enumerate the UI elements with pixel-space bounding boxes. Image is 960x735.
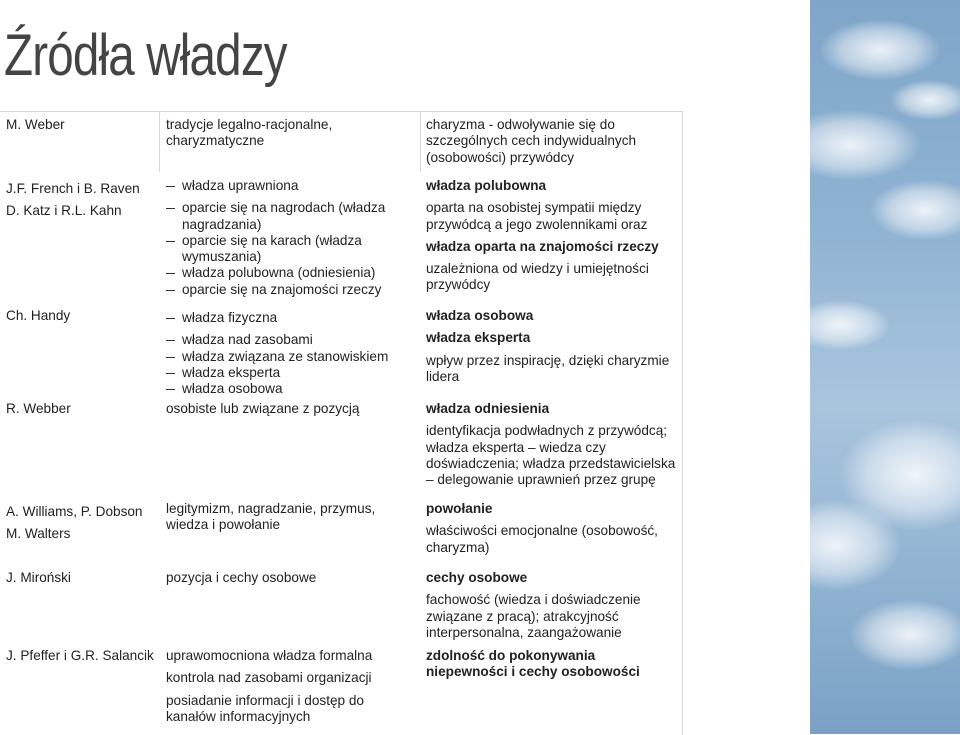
row-french-raven-detail: [426, 178, 671, 294]
list-item: władza nad zasobami: [166, 332, 406, 348]
bases-line: kontrola nad zasobami organizacji: [166, 670, 372, 686]
row-pfeffer-bases: [166, 648, 391, 725]
row-french-raven-authors: [6, 178, 140, 222]
row-webber-detail: [426, 401, 678, 488]
page-title: Źródła władzy: [4, 23, 287, 88]
author-line: A. Williams, P. Dobson: [6, 504, 143, 519]
row-mironski-bases: pozycja i cechy osobowe: [166, 570, 317, 585]
row-webber-bases: osobiste lub związane z pozycją: [166, 401, 360, 416]
detail-heading: władza eksperta: [426, 330, 531, 346]
detail-text: fachowość (wiedza i doświadczenie związane z pracą); atrakcyjność interpersonalna, zaangażowanie: [426, 592, 641, 640]
list-item: władza fizyczna: [166, 310, 406, 326]
sky-photo-strip: [810, 0, 960, 734]
detail-heading: władza odniesienia: [426, 401, 550, 416]
detail-heading: władza polubowna: [426, 178, 547, 193]
detail-text: wpływ przez inspirację, dzięki charyzmie lidera: [426, 352, 670, 384]
row-webber-author: R. Webber: [6, 401, 71, 416]
list-item: władza uprawniona: [166, 178, 396, 194]
sources-of-power-table: [0, 111, 683, 113]
row-handy-bases: [166, 310, 406, 397]
detail-text: oparta na osobistej sympatii między przywódcą a jego zwolennikami oraz: [426, 200, 648, 232]
detail-text: identyfikacja podwładnych z przywódcą; władza eksperta – wiedza czy doświadczenia; władza przedstawicielska – delegowanie uprawnień przez grupę: [426, 423, 676, 488]
detail-heading: władza oparta na znajomości rzeczy: [426, 238, 659, 254]
column-divider: [159, 112, 160, 172]
list-item: oparcie się na nagrodach (władza nagradzania): [166, 200, 396, 233]
row-pfeffer-author: J. Pfeffer i G.R. Salancik: [6, 648, 154, 663]
detail-heading: powołanie: [426, 501, 493, 516]
row-williams-authors: [6, 501, 143, 545]
detail-text: właściwości emocjonalne (osobowość, charyzma): [426, 523, 658, 555]
bases-line: posiadanie informacji i dostęp do kanałów informacyjnych: [166, 692, 364, 724]
author-line: J.F. French i B. Raven: [6, 181, 140, 196]
detail-text: uzależniona od wiedzy i umiejętności przywódcy: [426, 261, 649, 293]
row-weber-detail: charyzma - odwoływanie się do szczególnych cech indywidualnych (osobowości) przywódcy: [426, 117, 637, 165]
row-handy-author: Ch. Handy: [6, 308, 71, 323]
row-weber-author: M. Weber: [6, 117, 65, 132]
bases-line: uprawomocniona władza formalna: [166, 648, 373, 663]
detail-heading: władza osobowa: [426, 308, 534, 323]
table-right-border: [682, 112, 683, 735]
row-pfeffer-detail: zdolność do pokonywania niepewności i cechy osobowości: [426, 648, 640, 680]
row-weber-bases: tradycje legalno-racjonalne, charyzmatyczne: [166, 117, 333, 149]
row-williams-detail: [426, 501, 671, 556]
list-item: oparcie się na karach (władza wymuszania): [166, 233, 396, 266]
row-handy-detail: [426, 308, 676, 385]
row-williams-bases: legitymizm, nagradzanie, przymus, wiedza i powołanie: [166, 501, 376, 533]
author-line: D. Katz i R.L. Kahn: [6, 203, 122, 218]
list-item: oparcie się na znajomości rzeczy: [166, 282, 396, 298]
author-line: M. Walters: [6, 526, 71, 541]
list-item: władza polubowna (odniesienia): [166, 265, 396, 281]
row-french-raven-bases: [166, 178, 396, 298]
list-item: władza eksperta: [166, 365, 406, 381]
row-mironski-detail: [426, 570, 671, 641]
row-mironski-author: J. Miroński: [6, 570, 71, 585]
detail-heading: cechy osobowe: [426, 570, 528, 585]
list-item: władza związana ze stanowiskiem: [166, 349, 406, 365]
list-item: władza osobowa: [166, 381, 406, 397]
column-divider: [420, 112, 421, 172]
